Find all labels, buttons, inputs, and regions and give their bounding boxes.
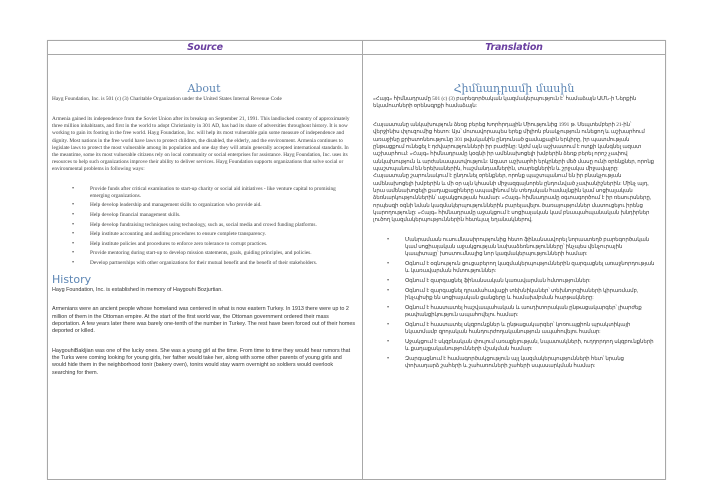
bullet-text: Help develop fundraising techniques using technology, such as, social media and crowd funding platforms. <box>90 221 317 228</box>
bullet-item <box>72 241 356 248</box>
bullet-item <box>387 278 655 285</box>
bullet-item <box>387 322 655 336</box>
bullet-icon: • <box>387 278 390 285</box>
about-paragraph: Armenia gained its independence from the Soviet Union after its breakup on September 21, 1991. This landlocked country of approximately three million inhabitants, and first in the world to adopt Christianity in 301 AD, has had its share of adversities throughout history. It is now working to gain its footing in the free world. Hayg Foundation, Inc. will help its most vulnerable gain some measure of independence and dignity. Most nations in the free world have laws to protect children, the disabled, the elderly, and the environment. Armenia continues to legislate laws to protect the most vulnerable among its population and one day they will attain generally accepted international standards. In the meantime, some its most vulnerable citizens rely on local community or social enterprises for assistance. Hayg Foundation, Inc. uses its resources to help such organizations improve their ability to deliver services. Hayg Foundation supports organizations that solve social or environmental problems in following ways: <box>52 116 350 173</box>
bullet-icon: • <box>72 212 75 219</box>
bullet-item <box>72 202 356 209</box>
bullet-item <box>387 237 655 259</box>
source-column-header: Source <box>48 41 363 55</box>
bullet-text: Զարգացնում է համագործակցություն այլ կազմակերպությունների հետ՝ նրանց փոխադարձ շահերի և շահառուների շահերի սպասարկման համար: <box>405 355 624 370</box>
bullet-icon: • <box>387 338 390 345</box>
bullet-icon: • <box>387 304 390 311</box>
bullet-text: Help institute policies and procedures to enforce zero tolerance to corrupt practices. <box>90 240 268 247</box>
bullet-item <box>72 231 356 238</box>
bullet-text: Help develop financial management skills. <box>90 212 181 219</box>
bullet-icon: • <box>72 259 75 266</box>
history-title: History <box>52 273 92 287</box>
bullet-item <box>72 250 356 257</box>
bullet-item <box>72 212 356 219</box>
bullet-icon: • <box>387 321 390 328</box>
bullet-icon: • <box>387 355 390 362</box>
source-cell <box>48 55 363 479</box>
bullet-icon: • <box>387 261 390 268</box>
bullet-text: Աջակցում է սկզբնական փուլում առաքելության, նպատակների, ուղղորդող սկզբունքների և քաղաքականությունների մշակման համար: <box>405 338 654 353</box>
about-subtitle: Hayg Foundation, Inc. is 501 (c) (3) Charitable Organization under the United States Internal Revenue Code <box>52 96 282 102</box>
bullet-text: Մանրամասն ուսումնասիրությունից հետո ֆինանսավորել նորաստեղծ բարեգործական կամ սոցիալական աջակցության նախաձեռնությունները՝ ինչպես վենչուրային կապիտալը՝ խոստումնալից նոր կազմակերպությունների համար: <box>405 236 650 258</box>
bullet-icon: • <box>72 221 75 228</box>
bullet-text: Help institute accounting and auditing procedures to ensure complete transparency. <box>90 231 267 238</box>
bullet-text: Develop partnerships with other organizations for their mutual benefit and the benefit of their stakeholders. <box>90 259 318 266</box>
bullet-item <box>72 222 356 229</box>
about-title: About <box>187 82 221 95</box>
history-paragraph: HaygouhiBakljian was one of the lucky ones. She was a young girl at the time. From time to time they would hear rumors that the Turks were coming looking for young girls, her father would take her, along with some other parents of young girls and would hide them in the neighborhood tonir (bakery oven), tonirs would stay warm overnight so soldiers would overlook searching for them. <box>52 347 351 376</box>
bullet-icon: • <box>72 185 75 192</box>
bullet-item <box>387 288 655 302</box>
history-subtitle: Hayg Foundation, Inc. is established in memory of Haygouhi Bozjurtian. <box>52 287 223 294</box>
bullet-text: Provide mentoring during start-up to develop mission statements, goals, guiding principles, and policies. <box>90 250 312 257</box>
bullet-text: Օգնում է զարգացնել դրամահավաքի տեխնիկաներ՝ տեխնոլոգիաների կիրառմամբ, ինչպիսիք են սոցիալական ցանցերը և համախմբման հարթակները: <box>405 287 639 302</box>
bullet-icon: • <box>387 236 390 243</box>
about-title-translated: Հիմնադրամի մասին <box>453 82 575 95</box>
bullet-icon: • <box>72 240 75 247</box>
bullet-text: Օգնում է հաստատել սկզբունքներ և ընթացակարգեր՝ կոռուպցիոն պրակտիկայի նկատմամբ զրոյական հանդուրժողականություն ապահովելու համար: <box>405 321 631 336</box>
bullet-item <box>72 260 356 267</box>
bullet-item <box>72 186 356 200</box>
bullet-icon: • <box>72 250 75 257</box>
history-paragraph: Armenians were an ancient people whose homeland was centered in what is now eastern Turkey. In 1913 there were up to 2 million of them in the Ottoman empire. At the start of the first world war, the Ottoman government ordered their mass deportation. A few years later there was barely one-tenth of the number in Turkey. The rest have been forced out of their homes deported or killed. <box>52 306 356 335</box>
bullet-text: Help develop leadership and management skills to organization who provide aid. <box>90 202 262 209</box>
bullet-item <box>387 305 655 319</box>
bullet-text: Provide funds after critical examination to start-up charity or social aid initiatives - like venture capital to promising emerging organizations. <box>90 185 336 199</box>
translation-bullet-list <box>373 237 655 370</box>
about-paragraph-translated: Հայաստանը անկախություն ձեռք բերեց Խորհրդային Միությունից 1991 թ. Սեպտեմբերի 21-ին՝ վերջինիս փլուզումից հետո: Այս՝ մոտավորապես երեք միլիոն բնակչություն ունեցող և աշխարհում առաջինը քրիստոնեությունը 301 թվականին ընդունած ցամաքային երկիրը, իր պատմության ընթացքում ունեցել է դժվարությունների իր բաժինը: Այժմ այն աշխատում է ոտքի կանգնել ազատ աշխարհում: «Հայգ» հիմնադրամը կօգնի իր ամենախոցելի խմբերին ձեռք բերել որոշ չափով անկախություն և արժանապատվություն: Ազատ աշխարհի երկրների մեծ մասը ունի օրենքներ, որոնք պաշտպանում են երեխաներին, հաշմանդամներին, տարեցներին և շրջակա միջավայրը: Հայաստանը շարունակում է ընդունել օրենքներ, որոնք պաշտպանում են իր բնակչության ամենախոցելի խմբերին և մի օր այն կհասնի միջազգայնորեն ընդունված չափանիշներին: Մինչ այդ, նրա ամենախոցելի քաղաքացիները ապավինում են տեղական համայնքին կամ սոցիալական ձեռնարկություններին՝ աջակցության համար: «Հայգ» հիմնադրամը օգտագործում է իր ռեսուրսները, որպեսզի օգնի նման կազմակերպություններին բարելավելու ծառայություններ մատուցելու իրենց կարողությունը: «Հայգ» հիմնադրամը աջակցում է սոցիալական կամ բնապահպանական խնդիրներ լուծող կազմակերպություններին հետևյալ եղանակներով. <box>373 122 655 224</box>
bullet-item <box>387 356 655 370</box>
bullet-text: Օգնում է զարգացնել ֆինանսական կառավարման հմտություններ: <box>405 278 591 285</box>
bullet-icon: • <box>387 287 390 294</box>
translation-column-header: Translation <box>363 41 665 55</box>
translation-table <box>47 40 666 480</box>
source-bullet-list <box>52 186 356 268</box>
about-subtitle-translated: «Հայգ» հիմնադրամը 501 (c) (3) բարեգործական կազմակերպություն է՝ համաձայն ԱՄՆ-ի Ներքին եկամուտների օրենսգրքի համաձայն: <box>373 96 637 109</box>
bullet-item <box>387 261 655 275</box>
bullet-text: Օգնում է օգնություն ցուցաբերող կազմակերպություններին զարգացնել առաջնորդության և կառավարման հմտություններ: <box>405 261 655 275</box>
bullet-text: Օգնում է հաստատել հաշվապահական և աուդիտորական ընթացակարգեր՝ լիարժեք թափանցիկություն ապահովելու համար: <box>405 304 642 319</box>
translation-cell <box>363 55 665 479</box>
bullet-item <box>387 339 655 353</box>
bullet-icon: • <box>72 202 75 209</box>
bullet-icon: • <box>72 231 75 238</box>
